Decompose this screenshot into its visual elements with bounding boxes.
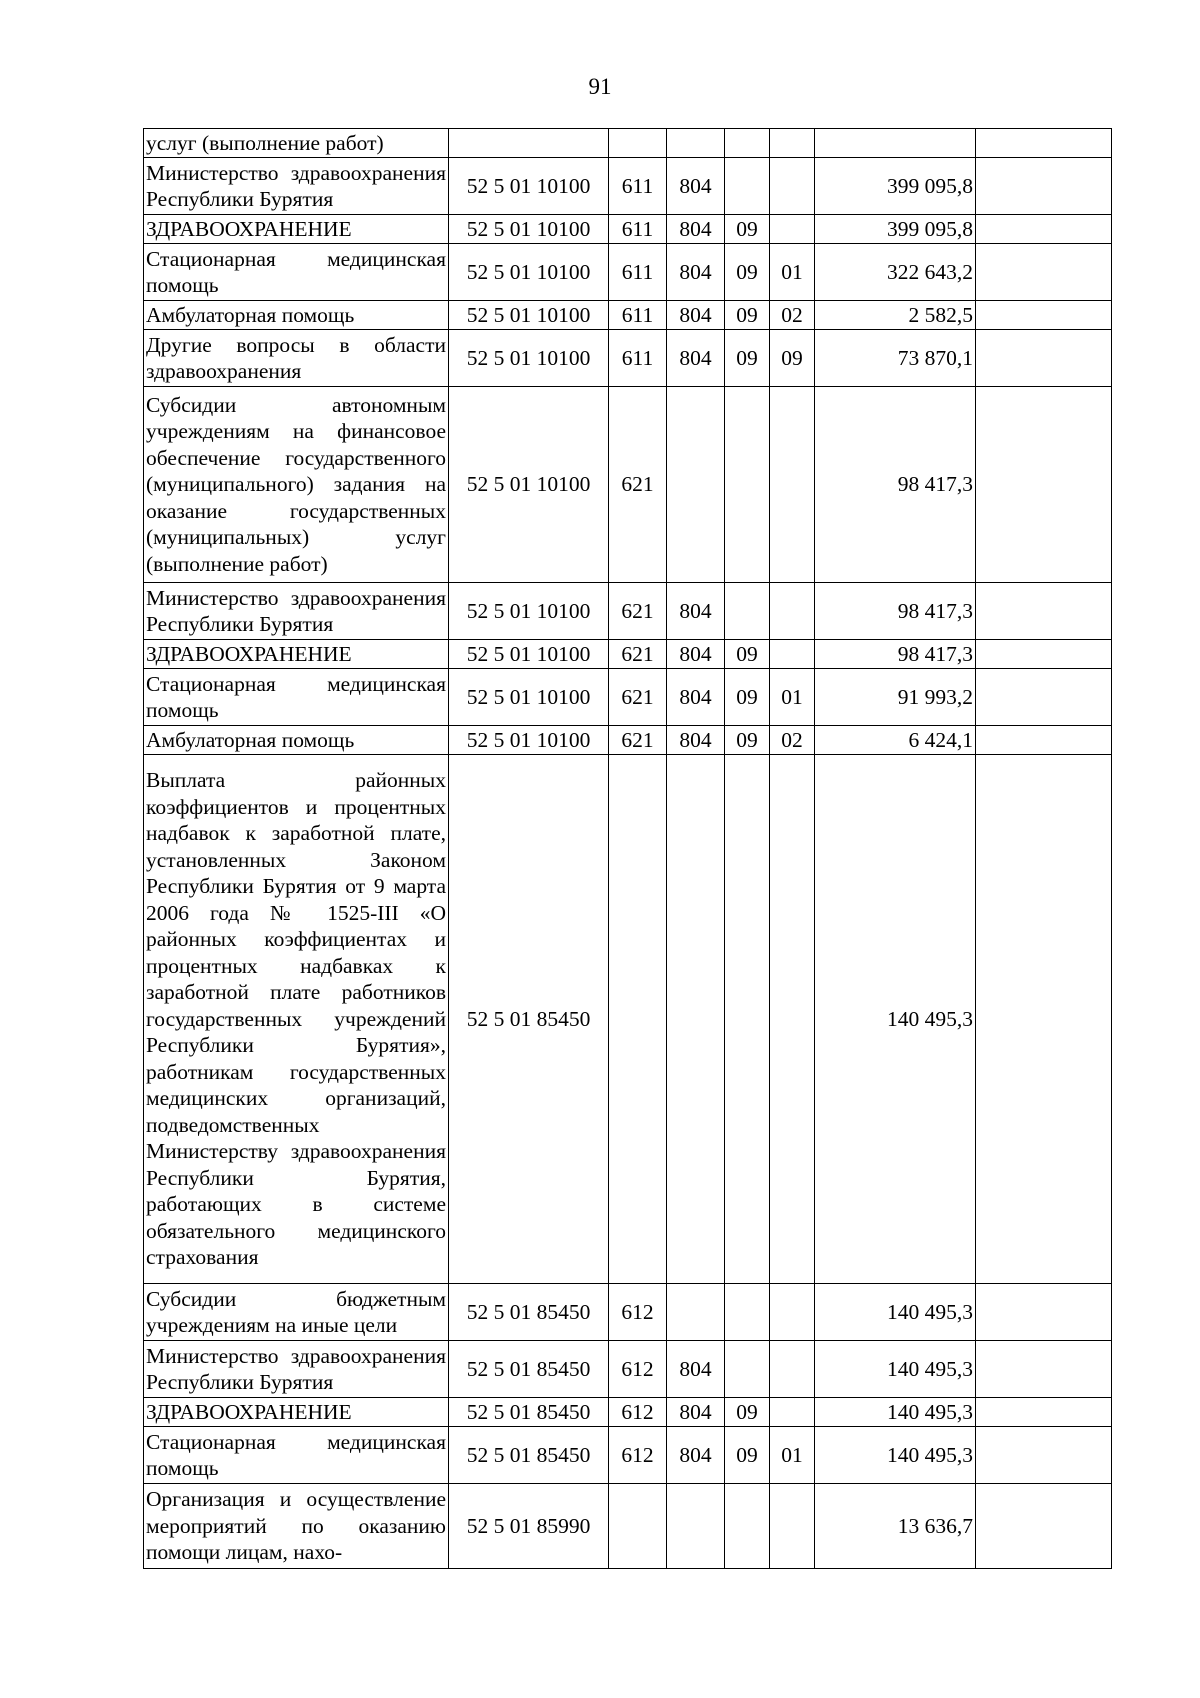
row-sum: 140 495,3	[815, 1284, 976, 1341]
row-expense-type	[609, 1484, 667, 1569]
row-target-code: 52 5 01 85450	[449, 1284, 609, 1341]
table-row	[144, 158, 1112, 215]
row-sum: 140 495,3	[815, 1341, 976, 1398]
table-row	[144, 755, 1112, 1284]
row-admin-code	[667, 1284, 725, 1341]
row-empty-cell	[976, 583, 1112, 640]
row-sum: 140 495,3	[815, 1427, 976, 1484]
row-empty-cell	[976, 1398, 1112, 1427]
row-expense-type: 621	[609, 669, 667, 726]
table-row	[144, 583, 1112, 640]
row-target-code	[449, 129, 609, 158]
table-row	[144, 244, 1112, 301]
row-subsection: 01	[770, 1427, 815, 1484]
row-admin-code: 804	[667, 301, 725, 330]
row-subsection	[770, 1284, 815, 1341]
row-target-code: 52 5 01 10100	[449, 726, 609, 755]
row-sum: 73 870,1	[815, 330, 976, 387]
row-admin-code	[667, 387, 725, 583]
row-target-code: 52 5 01 10100	[449, 158, 609, 215]
row-name: Амбулаторная помощь	[144, 301, 449, 330]
row-sum: 98 417,3	[815, 387, 976, 583]
row-section: 09	[725, 215, 770, 244]
row-name: Выплата районных коэффициентов и процентных надбавок к заработной плате, установленных Законом Республики Бурятия от 9 марта 2006 года № 1525-III «О районных коэффициентах и процентных надбавках к заработной плате работников государственных учреждений Республики Бурятия», работникам государственных медицинских организаций, подведомственных Министерству здравоохранения Республики Бурятия, работающих в системе обязательного медицинского страхования	[144, 755, 449, 1284]
row-expense-type: 621	[609, 387, 667, 583]
table-row	[144, 1284, 1112, 1341]
table-row	[144, 1484, 1112, 1569]
row-admin-code: 804	[667, 1398, 725, 1427]
row-admin-code: 804	[667, 330, 725, 387]
row-sum: 6 424,1	[815, 726, 976, 755]
row-sum: 91 993,2	[815, 669, 976, 726]
row-admin-code: 804	[667, 1427, 725, 1484]
row-target-code: 52 5 01 10100	[449, 330, 609, 387]
row-admin-code: 804	[667, 726, 725, 755]
row-expense-type: 612	[609, 1398, 667, 1427]
row-section: 09	[725, 1398, 770, 1427]
row-expense-type: 612	[609, 1284, 667, 1341]
row-target-code: 52 5 01 85990	[449, 1484, 609, 1569]
row-target-code: 52 5 01 10100	[449, 583, 609, 640]
table-row	[144, 215, 1112, 244]
row-expense-type: 611	[609, 158, 667, 215]
row-admin-code: 804	[667, 1341, 725, 1398]
row-expense-type: 621	[609, 583, 667, 640]
row-sum: 98 417,3	[815, 583, 976, 640]
row-target-code: 52 5 01 10100	[449, 244, 609, 301]
table-row	[144, 387, 1112, 583]
row-name: Министерство здравоохранения Республики Бурятия	[144, 1341, 449, 1398]
row-section: 09	[725, 244, 770, 301]
row-sum: 140 495,3	[815, 755, 976, 1284]
row-subsection	[770, 129, 815, 158]
row-section: 09	[725, 1427, 770, 1484]
row-sum: 322 643,2	[815, 244, 976, 301]
row-target-code: 52 5 01 10100	[449, 669, 609, 726]
row-section: 09	[725, 726, 770, 755]
table-row	[144, 1398, 1112, 1427]
row-name: Министерство здравоохранения Республики Бурятия	[144, 158, 449, 215]
row-section: 09	[725, 301, 770, 330]
row-subsection: 09	[770, 330, 815, 387]
table-body	[144, 129, 1112, 1569]
row-subsection: 01	[770, 669, 815, 726]
table-row	[144, 129, 1112, 158]
row-section	[725, 755, 770, 1284]
row-sum: 13 636,7	[815, 1484, 976, 1569]
row-section	[725, 387, 770, 583]
row-expense-type: 611	[609, 244, 667, 301]
row-expense-type: 611	[609, 215, 667, 244]
row-name: Стационарная медицинская помощь	[144, 244, 449, 301]
row-section	[725, 1341, 770, 1398]
row-admin-code: 804	[667, 669, 725, 726]
row-admin-code: 804	[667, 640, 725, 669]
row-target-code: 52 5 01 85450	[449, 755, 609, 1284]
row-name: услуг (выполнение работ)	[144, 129, 449, 158]
row-expense-type	[609, 755, 667, 1284]
row-admin-code: 804	[667, 583, 725, 640]
row-subsection	[770, 1341, 815, 1398]
row-empty-cell	[976, 330, 1112, 387]
row-section	[725, 1284, 770, 1341]
row-admin-code	[667, 1484, 725, 1569]
row-empty-cell	[976, 1284, 1112, 1341]
table-row	[144, 726, 1112, 755]
row-subsection	[770, 158, 815, 215]
row-subsection	[770, 1484, 815, 1569]
row-name: Стационарная медицинская помощь	[144, 1427, 449, 1484]
row-name: Субсидии бюджетным учреждениям на иные цели	[144, 1284, 449, 1341]
row-expense-type: 621	[609, 726, 667, 755]
row-subsection	[770, 1398, 815, 1427]
row-name: ЗДРАВООХРАНЕНИЕ	[144, 215, 449, 244]
page-number: 91	[588, 74, 612, 99]
row-empty-cell	[976, 640, 1112, 669]
row-section	[725, 583, 770, 640]
row-expense-type: 612	[609, 1427, 667, 1484]
row-sum: 399 095,8	[815, 158, 976, 215]
row-empty-cell	[976, 1484, 1112, 1569]
row-target-code: 52 5 01 85450	[449, 1341, 609, 1398]
budget-table	[143, 128, 1112, 1569]
row-name: Министерство здравоохранения Республики Бурятия	[144, 583, 449, 640]
row-target-code: 52 5 01 10100	[449, 215, 609, 244]
row-section	[725, 129, 770, 158]
row-empty-cell	[976, 1427, 1112, 1484]
row-section: 09	[725, 640, 770, 669]
row-sum: 98 417,3	[815, 640, 976, 669]
table-row	[144, 669, 1112, 726]
row-name: ЗДРАВООХРАНЕНИЕ	[144, 1398, 449, 1427]
row-empty-cell	[976, 669, 1112, 726]
row-name: Амбулаторная помощь	[144, 726, 449, 755]
row-target-code: 52 5 01 10100	[449, 640, 609, 669]
row-empty-cell	[976, 755, 1112, 1284]
table-row	[144, 301, 1112, 330]
table-row	[144, 330, 1112, 387]
table-row	[144, 640, 1112, 669]
row-name: Другие вопросы в области здравоохранения	[144, 330, 449, 387]
row-empty-cell	[976, 301, 1112, 330]
row-sum	[815, 129, 976, 158]
row-section	[725, 1484, 770, 1569]
row-empty-cell	[976, 726, 1112, 755]
row-admin-code: 804	[667, 158, 725, 215]
row-subsection	[770, 583, 815, 640]
table-row	[144, 1341, 1112, 1398]
row-empty-cell	[976, 387, 1112, 583]
row-sum: 2 582,5	[815, 301, 976, 330]
row-empty-cell	[976, 244, 1112, 301]
row-expense-type: 611	[609, 330, 667, 387]
row-subsection: 02	[770, 301, 815, 330]
row-subsection	[770, 755, 815, 1284]
row-expense-type: 612	[609, 1341, 667, 1398]
row-admin-code	[667, 129, 725, 158]
row-expense-type: 621	[609, 640, 667, 669]
row-subsection: 02	[770, 726, 815, 755]
row-section: 09	[725, 669, 770, 726]
row-name: Субсидии автономным учреждениям на финансовое обеспечение государственного (муниципального) задания на оказание государственных (муниципальных) услуг (выполнение работ)	[144, 387, 449, 583]
row-section: 09	[725, 330, 770, 387]
row-expense-type	[609, 129, 667, 158]
row-sum: 399 095,8	[815, 215, 976, 244]
row-name: Организация и осуществление мероприятий по оказанию помощи лицам, нахо-	[144, 1484, 449, 1569]
row-target-code: 52 5 01 85450	[449, 1427, 609, 1484]
row-empty-cell	[976, 1341, 1112, 1398]
table-row	[144, 1427, 1112, 1484]
row-section	[725, 158, 770, 215]
row-name: Стационарная медицинская помощь	[144, 669, 449, 726]
row-expense-type: 611	[609, 301, 667, 330]
row-admin-code: 804	[667, 244, 725, 301]
row-subsection	[770, 215, 815, 244]
row-empty-cell	[976, 158, 1112, 215]
row-name: ЗДРАВООХРАНЕНИЕ	[144, 640, 449, 669]
row-subsection	[770, 387, 815, 583]
row-target-code: 52 5 01 85450	[449, 1398, 609, 1427]
row-subsection	[770, 640, 815, 669]
row-target-code: 52 5 01 10100	[449, 387, 609, 583]
row-empty-cell	[976, 215, 1112, 244]
row-admin-code	[667, 755, 725, 1284]
row-empty-cell	[976, 129, 1112, 158]
row-target-code: 52 5 01 10100	[449, 301, 609, 330]
row-sum: 140 495,3	[815, 1398, 976, 1427]
row-subsection: 01	[770, 244, 815, 301]
row-admin-code: 804	[667, 215, 725, 244]
